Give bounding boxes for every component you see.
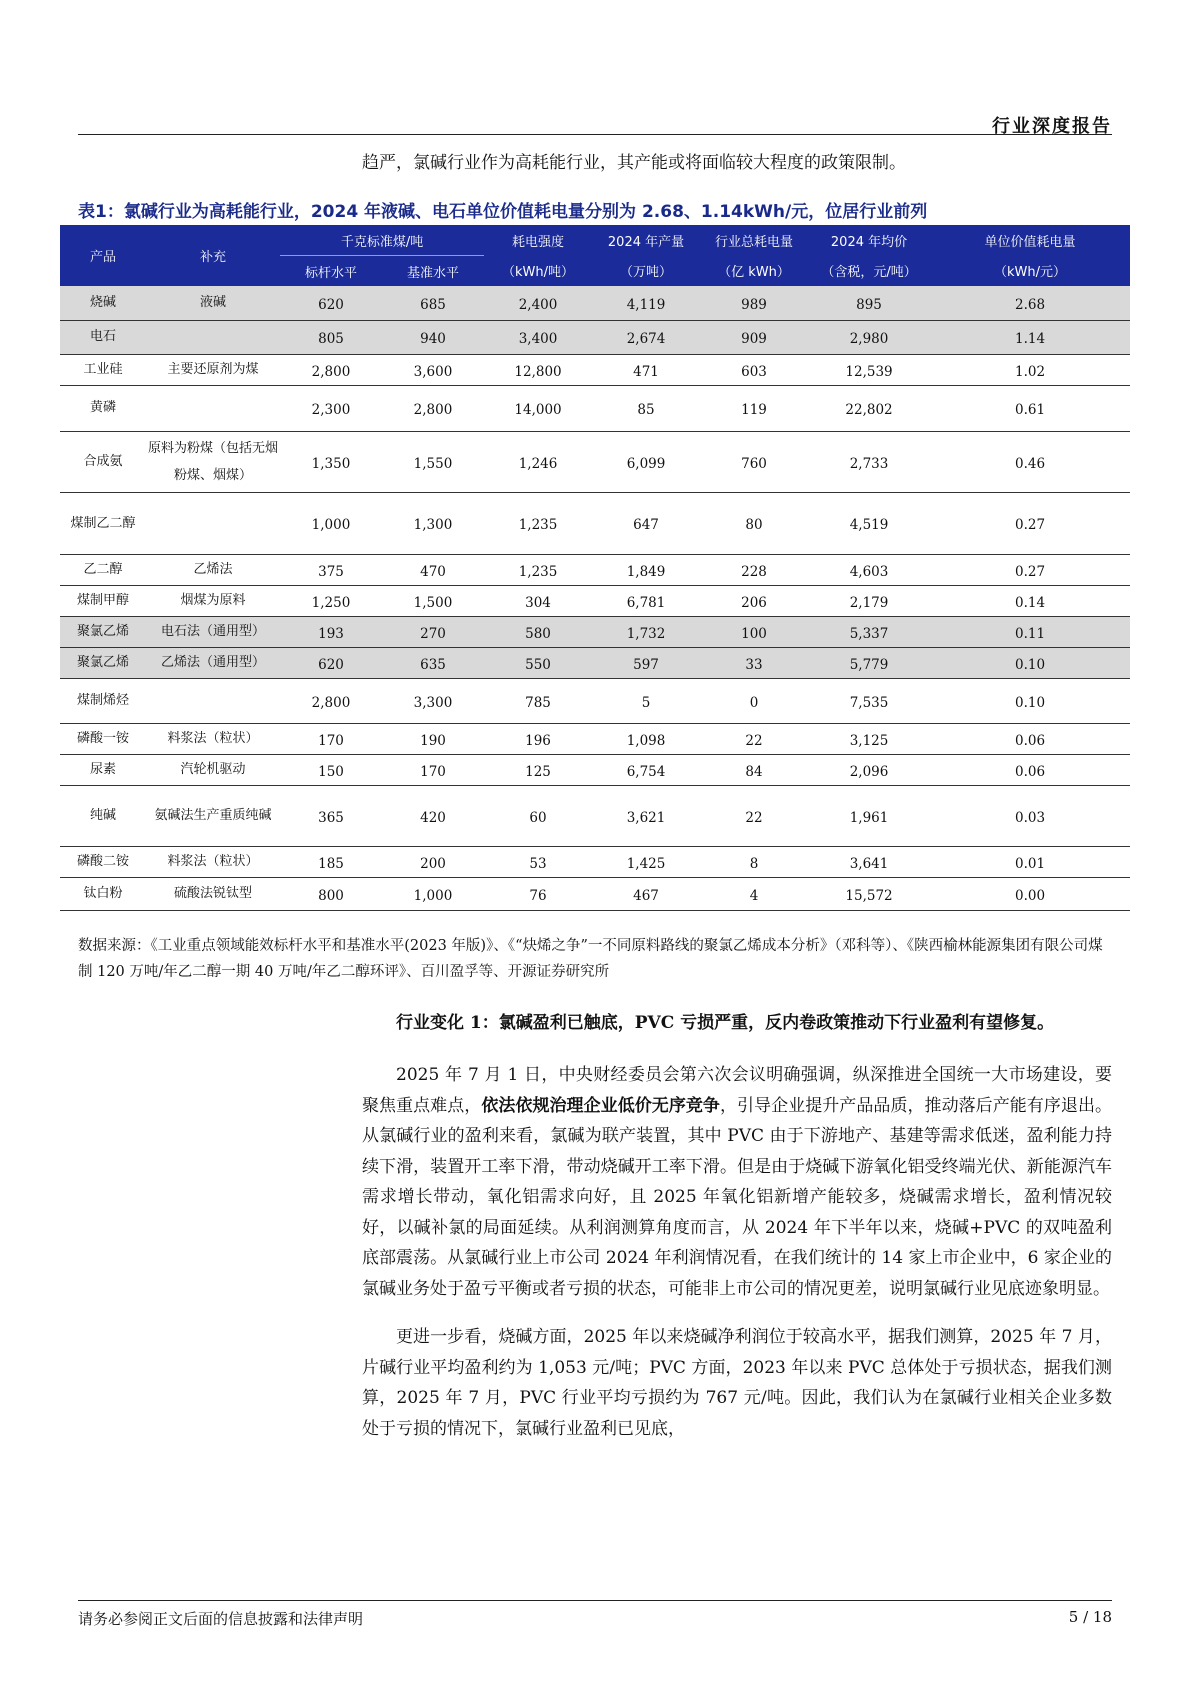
col-avg-price-unit: （含税，元/吨）: [808, 256, 930, 287]
cell-product: 煤制甲醇: [60, 585, 146, 616]
paragraph-text: ，引导企业提升产品品质，推动落后产能有序退出。从氯碱行业的盈利来看，氯碱为联产装置，其中 PVC 由于下游地产、基建等需求低迷，盈利能力持续下滑，装置开工率下滑，带动烧碱开工率下滑。但是由于烧碱下游氧化铝受终端光伏、新能源汽车需求增长带动，氧化铝需求向好，且 2025 年氧化铝新增产能较多，烧碱需求增长，盈利情况较好，以碱补氯的局面延续。从利润测算角度而言，从 2024 年下半年以来，烧碱+PVC 的双吨盈利底部震荡。从氯碱行业上市公司 2024 年利润情况看，在我们统计的 14 家上市企业中，6 家企业的氯碱业务处于盈亏平衡或者亏损的状态，可能非上市公司的情况更差，说明氯碱行业见底迹象明显。: [362, 1095, 1113, 1299]
emphasis-text: 依法依规治理企业低价无序竞争: [481, 1095, 720, 1116]
cell-intensity: 3,400: [484, 320, 592, 354]
cell-benchmark: 365: [280, 785, 382, 846]
header-divider: [78, 134, 1112, 135]
cell-note: 原料为粉煤（包括无烟粉煤、烟煤）: [146, 431, 280, 492]
cell-note: [146, 678, 280, 723]
footer-disclaimer: 请务必参阅正文后面的信息披露和法律声明: [78, 1610, 364, 1628]
cell-baseline: 3,600: [382, 354, 484, 385]
cell-product: 煤制乙二醇: [60, 492, 146, 554]
paragraph: 更进一步看，烧碱方面，2025 年以来烧碱净利润位于较高水平，据我们测算，2025 年 7 月，片碱行业平均盈利约为 1,053 元/吨；PVC 方面，2023 年以来 PVC 总体处于亏损状态，据我们测算，2025 年 7 月，PVC 行业平均亏损约为 767 元/吨。因此，我们认为在氯碱行业相关企业多数处于亏损的情况下，氯碱行业盈利已见底，: [362, 1327, 1112, 1439]
table-row: [60, 554, 1130, 585]
col-total-power: 行业总耗电量: [700, 225, 808, 256]
cell-unit: 0.27: [930, 554, 1130, 585]
cell-total: 0: [700, 678, 808, 723]
cell-total: 989: [700, 286, 808, 320]
cell-intensity: 580: [484, 616, 592, 647]
cell-note: 汽轮机驱动: [146, 754, 280, 785]
cell-note: 硫酸法锐钛型: [146, 877, 280, 910]
cell-price: 5,779: [808, 647, 930, 678]
cell-note: 乙烯法（通用型）: [146, 647, 280, 678]
paragraph: [362, 1060, 1112, 1304]
cell-total: 33: [700, 647, 808, 678]
cell-product: 煤制烯烃: [60, 678, 146, 723]
cell-benchmark: 805: [280, 320, 382, 354]
cell-intensity: 12,800: [484, 354, 592, 385]
cell-total: 119: [700, 385, 808, 431]
col-coal-group: 千克标准煤/吨: [280, 225, 484, 256]
cell-output: 1,098: [592, 723, 700, 754]
cell-unit: 0.27: [930, 492, 1130, 554]
cell-unit: 0.01: [930, 846, 1130, 877]
cell-baseline: 170: [382, 754, 484, 785]
table-row: [60, 585, 1130, 616]
cell-price: 22,802: [808, 385, 930, 431]
cell-product: 烧碱: [60, 286, 146, 320]
cell-output: 85: [592, 385, 700, 431]
cell-benchmark: 620: [280, 286, 382, 320]
table-row: [60, 647, 1130, 678]
cell-unit: 0.06: [930, 754, 1130, 785]
cell-output: 471: [592, 354, 700, 385]
cell-intensity: 125: [484, 754, 592, 785]
cell-benchmark: 170: [280, 723, 382, 754]
cell-intensity: 550: [484, 647, 592, 678]
col-avg-price: 2024 年均价: [808, 225, 930, 256]
cell-price: 2,179: [808, 585, 930, 616]
intro-paragraph: 趋严，氯碱行业作为高耗能行业，其产能或将面临较大程度的政策限制。: [362, 153, 906, 173]
table-row: [60, 492, 1130, 554]
section-heading: 行业变化 1：氯碱盈利已触底，PVC 亏损严重，反内卷政策推动下行业盈利有望修复。: [396, 1013, 1055, 1033]
cell-note: 液碱: [146, 286, 280, 320]
cell-unit: 0.11: [930, 616, 1130, 647]
cell-total: 206: [700, 585, 808, 616]
cell-output: 6,754: [592, 754, 700, 785]
cell-benchmark: 2,800: [280, 354, 382, 385]
cell-intensity: 76: [484, 877, 592, 910]
cell-benchmark: 1,350: [280, 431, 382, 492]
table-row: [60, 431, 1130, 492]
col-power-intensity-unit: （kWh/吨）: [484, 256, 592, 287]
cell-note: 主要还原剂为煤: [146, 354, 280, 385]
cell-intensity: 14,000: [484, 385, 592, 431]
cell-price: 7,535: [808, 678, 930, 723]
cell-product: 黄磷: [60, 385, 146, 431]
cell-total: 603: [700, 354, 808, 385]
cell-output: 3,621: [592, 785, 700, 846]
cell-output: 5: [592, 678, 700, 723]
cell-intensity: 785: [484, 678, 592, 723]
cell-benchmark: 800: [280, 877, 382, 910]
cell-baseline: 1,550: [382, 431, 484, 492]
col-benchmark: 标杆水平: [280, 256, 382, 287]
cell-unit: 0.61: [930, 385, 1130, 431]
cell-product: 电石: [60, 320, 146, 354]
col-product: 产品: [60, 225, 146, 286]
cell-price: 5,337: [808, 616, 930, 647]
cell-total: 80: [700, 492, 808, 554]
cell-price: 15,572: [808, 877, 930, 910]
cell-output: 1,732: [592, 616, 700, 647]
cell-unit: 0.10: [930, 647, 1130, 678]
cell-output: 1,849: [592, 554, 700, 585]
table-row: [60, 320, 1130, 354]
table-title: 表1：氯碱行业为高耗能行业，2024 年液碱、电石单位价值耗电量分别为 2.68、1.14kWh/元，位居行业前列: [78, 202, 928, 222]
cell-baseline: 3,300: [382, 678, 484, 723]
cell-product: 钛白粉: [60, 877, 146, 910]
cell-intensity: 1,246: [484, 431, 592, 492]
cell-intensity: 196: [484, 723, 592, 754]
cell-intensity: 60: [484, 785, 592, 846]
table-row: [60, 286, 1130, 320]
cell-output: 2,674: [592, 320, 700, 354]
table-row: [60, 616, 1130, 647]
report-type-title: 行业深度报告: [992, 116, 1112, 137]
col-unit-power-unit: （kWh/元）: [930, 256, 1130, 287]
energy-consumption-table: [60, 225, 1130, 911]
cell-note: 烟煤为原料: [146, 585, 280, 616]
cell-note: 料浆法（粒状）: [146, 846, 280, 877]
cell-benchmark: 193: [280, 616, 382, 647]
cell-product: 磷酸二铵: [60, 846, 146, 877]
cell-total: 909: [700, 320, 808, 354]
cell-baseline: 200: [382, 846, 484, 877]
cell-benchmark: 620: [280, 647, 382, 678]
cell-product: 聚氯乙烯: [60, 647, 146, 678]
cell-baseline: 1,300: [382, 492, 484, 554]
cell-baseline: 1,500: [382, 585, 484, 616]
cell-unit: 0.03: [930, 785, 1130, 846]
table-row: [60, 385, 1130, 431]
cell-unit: 0.46: [930, 431, 1130, 492]
cell-price: 4,603: [808, 554, 930, 585]
cell-baseline: 2,800: [382, 385, 484, 431]
cell-unit: 0.06: [930, 723, 1130, 754]
cell-total: 4: [700, 877, 808, 910]
table-row: [60, 785, 1130, 846]
cell-price: 3,641: [808, 846, 930, 877]
col-total-power-unit: （亿 kWh）: [700, 256, 808, 287]
cell-note: [146, 320, 280, 354]
cell-benchmark: 2,300: [280, 385, 382, 431]
cell-benchmark: 375: [280, 554, 382, 585]
cell-price: 4,519: [808, 492, 930, 554]
cell-baseline: 685: [382, 286, 484, 320]
cell-intensity: 53: [484, 846, 592, 877]
cell-output: 6,099: [592, 431, 700, 492]
col-output-unit: （万吨）: [592, 256, 700, 287]
section-body: [362, 1008, 1112, 1462]
cell-unit: 2.68: [930, 286, 1130, 320]
paragraph-text: 2025 年 7 月 1 日，中央财经委员会第六次会议明确强调，纵深推进全国统一大市场建设，要聚焦重点难点，: [362, 1065, 1112, 1116]
cell-total: 228: [700, 554, 808, 585]
cell-unit: 0.10: [930, 678, 1130, 723]
cell-unit: 1.14: [930, 320, 1130, 354]
cell-baseline: 470: [382, 554, 484, 585]
cell-output: 4,119: [592, 286, 700, 320]
cell-price: 2,980: [808, 320, 930, 354]
cell-note: 料浆法（粒状）: [146, 723, 280, 754]
cell-total: 22: [700, 785, 808, 846]
cell-benchmark: 150: [280, 754, 382, 785]
cell-benchmark: 185: [280, 846, 382, 877]
table-row: [60, 754, 1130, 785]
cell-product: 磷酸一铵: [60, 723, 146, 754]
cell-baseline: 420: [382, 785, 484, 846]
cell-intensity: 304: [484, 585, 592, 616]
col-power-intensity: 耗电强度: [484, 225, 592, 256]
cell-benchmark: 1,250: [280, 585, 382, 616]
cell-benchmark: 1,000: [280, 492, 382, 554]
col-baseline: 基准水平: [382, 256, 484, 287]
col-output: 2024 年产量: [592, 225, 700, 256]
cell-output: 1,425: [592, 846, 700, 877]
table-row: [60, 723, 1130, 754]
cell-output: 6,781: [592, 585, 700, 616]
cell-note: [146, 492, 280, 554]
cell-product: 尿素: [60, 754, 146, 785]
cell-intensity: 2,400: [484, 286, 592, 320]
cell-output: 467: [592, 877, 700, 910]
cell-baseline: 190: [382, 723, 484, 754]
cell-price: 1,961: [808, 785, 930, 846]
cell-product: 纯碱: [60, 785, 146, 846]
table-row: [60, 846, 1130, 877]
cell-benchmark: 2,800: [280, 678, 382, 723]
cell-product: 合成氨: [60, 431, 146, 492]
cell-price: 895: [808, 286, 930, 320]
cell-intensity: 1,235: [484, 492, 592, 554]
cell-total: 22: [700, 723, 808, 754]
cell-unit: 1.02: [930, 354, 1130, 385]
table-row: [60, 354, 1130, 385]
col-note: 补充: [146, 225, 280, 286]
cell-output: 597: [592, 647, 700, 678]
cell-price: 2,733: [808, 431, 930, 492]
cell-baseline: 635: [382, 647, 484, 678]
cell-price: 2,096: [808, 754, 930, 785]
cell-unit: 0.14: [930, 585, 1130, 616]
cell-note: 乙烯法: [146, 554, 280, 585]
cell-baseline: 940: [382, 320, 484, 354]
cell-product: 工业硅: [60, 354, 146, 385]
cell-baseline: 1,000: [382, 877, 484, 910]
cell-product: 乙二醇: [60, 554, 146, 585]
footer-divider: [78, 1600, 1112, 1601]
cell-unit: 0.00: [930, 877, 1130, 910]
cell-price: 12,539: [808, 354, 930, 385]
cell-total: 100: [700, 616, 808, 647]
cell-note: [146, 385, 280, 431]
cell-price: 3,125: [808, 723, 930, 754]
cell-intensity: 1,235: [484, 554, 592, 585]
cell-total: 84: [700, 754, 808, 785]
table-source-note: 数据来源：《工业重点领域能效标杆水平和基准水平(2023 年版)》、《“炔烯之争”一不同原料路线的聚氯乙烯成本分析》（邓科等）、《陕西榆林能源集团有限公司煤制 120 万吨/年乙二醇一期 40 万吨/年乙二醇环评》、百川盈孚等、开源证券研究所: [78, 938, 1103, 980]
cell-output: 647: [592, 492, 700, 554]
table-row: [60, 877, 1130, 910]
table-row: [60, 678, 1130, 723]
cell-total: 760: [700, 431, 808, 492]
cell-baseline: 270: [382, 616, 484, 647]
cell-product: 聚氯乙烯: [60, 616, 146, 647]
col-unit-power: 单位价值耗电量: [930, 225, 1130, 256]
cell-total: 8: [700, 846, 808, 877]
cell-note: 氨碱法生产重质纯碱: [146, 785, 280, 846]
cell-note: 电石法（通用型）: [146, 616, 280, 647]
page-number: 5 / 18: [1068, 1608, 1112, 1626]
